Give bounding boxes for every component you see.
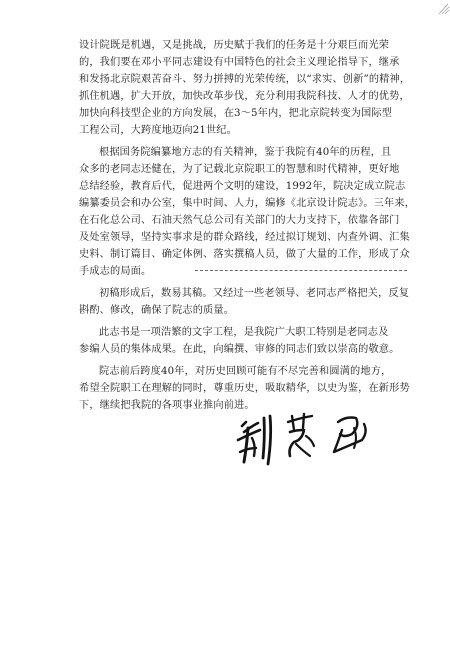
text-line: 抓住机遇，扩大开放，加快改革步伐，充分利用我院科技、人才的优势， <box>79 91 410 102</box>
text-line: 下，继续把我院的各项事业推向前进。 <box>79 400 255 411</box>
text-line: 编纂委员会和办公室，集中时间、人力，编修《北京设计院志》。三年来， <box>79 198 416 209</box>
text-line: 手成志的局面。 <box>79 266 152 277</box>
handwritten-signature-icon <box>230 408 390 472</box>
text-line: 总结经验，教育后代，促进两个文明的建设，1992年，院决定成立院志 <box>79 181 406 192</box>
text-line: 及处室领导，坚持实事求是的群众路线，经过拟订规划、内查外调、汇集 <box>79 232 410 243</box>
scan-artifact-rule <box>195 270 407 271</box>
text-line: 参编人员的集体成果。在此，向编撰、审修的同志们致以崇高的敬意。 <box>79 344 400 355</box>
text-line: 的，我们要在邓小平同志建设有中国特色的社会主义理论指导下，继承 <box>79 57 400 68</box>
text-line: 希望全院职工在理解的同时，尊重历史，吸取精华，以史为鉴，在新形势 <box>79 383 410 394</box>
text-line: 加快向科技型企业的方向发展，在3～5年内，把北京院转变为国际型 <box>79 108 393 119</box>
text-line: 史料、制订篇目、确定体例、落实撰稿人员，做了大量的工作，形成了众 <box>79 249 410 260</box>
text-line: 众多的老同志还健在，为了记载北京院职工的智慧和时代精神，更好地 <box>79 164 400 175</box>
text-line: 此志书是一项浩繁的文字工程，是我院广大职工特别是老同志及 <box>99 327 389 338</box>
text-line: 设计院既是机遇，又是挑战，历史赋于我们的任务是十分艰巨而光荣 <box>79 40 390 51</box>
text-line: 初稿形成后，数易其稿。又经过一些老领导、老同志严格把关，反复 <box>99 288 410 299</box>
text-line: 斟酌、修改，确保了院志的质量。 <box>79 305 235 316</box>
text-line: 工程公司，大跨度地迈向21世纪。 <box>79 125 237 136</box>
text-line: 院志前后跨度40年，对历史回顾可能有不尽完善和圆满的地方， <box>99 366 392 377</box>
text-line: 在石化总公司、石油天然气总公司有关部门的大力支持下，依靠各部门 <box>79 215 400 226</box>
text-line: 和发扬北京院艰苦奋斗、努力拼搏的光荣传统，以“求实、创新”的精神， <box>79 74 411 85</box>
text-line: 根据国务院编纂地方志的有关精神，鉴于我院有40年的历程，且 <box>99 147 392 158</box>
scan-corner-mark <box>437 0 450 12</box>
